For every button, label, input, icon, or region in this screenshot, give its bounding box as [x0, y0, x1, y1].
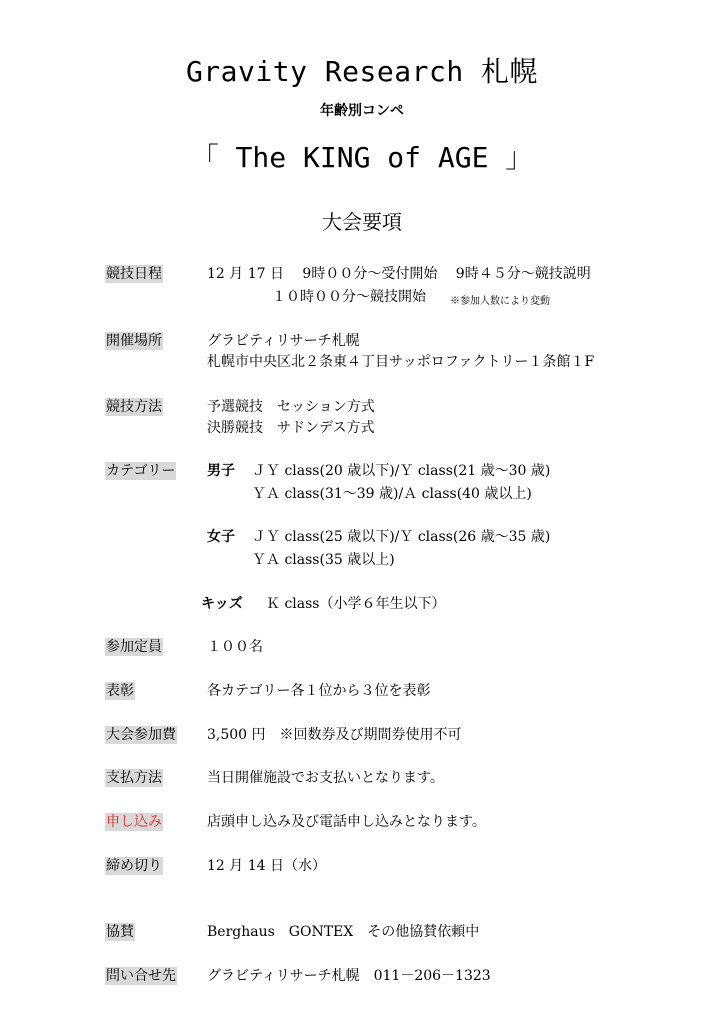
category-kids-line: Ｋ class（小学６年生以下） [266, 596, 446, 612]
category-men-line2: ＹＡ class(31～39 歳)/Ａ class(40 歳以上) [252, 486, 532, 502]
venue-label: 開催場所 [106, 333, 162, 349]
schedule-label: 競技日程 [106, 266, 162, 282]
deadline-value: 12 月 14 日（水） [207, 858, 326, 874]
venue-line1: グラビティリサーチ札幌 [207, 333, 360, 349]
payment-label: 支払方法 [106, 770, 162, 786]
capacity-value: １００名 [207, 639, 263, 655]
fee-label: 大会参加費 [106, 727, 176, 743]
contact-label: 問い合せ先 [106, 968, 176, 984]
category-kids-label: キッズ [201, 596, 243, 612]
subtitle: 年齢別コンペ [320, 103, 404, 119]
org-title: Gravity Research 札幌 [185, 55, 539, 88]
category-label: カテゴリー [106, 463, 176, 479]
method-line2: 決勝競技 サドンデス方式 [207, 420, 375, 436]
capacity-label: 参加定員 [106, 639, 162, 655]
section-heading: 大会要項 [322, 210, 402, 234]
category-women-label: 女子 [207, 529, 235, 545]
sponsor-value: Berghaus GONTEX その他協賛依頼中 [207, 924, 480, 940]
method-line1: 予選競技 セッション方式 [207, 399, 375, 415]
category-men-label: 男子 [207, 463, 235, 479]
awards-label: 表彰 [106, 683, 134, 699]
method-label: 競技方法 [106, 399, 162, 415]
event-title: 「 The KING of AGE 」 [190, 141, 534, 174]
contact-value: グラビティリサーチ札幌 011－206－1323 [207, 968, 491, 984]
category-men-line1: ＪＹ class(20 歳以下)/Ｙ class(21 歳～30 歳) [252, 463, 551, 479]
schedule-line1: 12 月 17 日 9時００分～受付開始 9時４５分～競技説明 [207, 266, 591, 282]
deadline-label: 締め切り [106, 858, 162, 874]
sponsor-label: 協賛 [106, 924, 134, 940]
fee-value: 3,500 円 ※回数券及び期間券使用不可 [207, 727, 462, 743]
schedule-note: ※参加人数により変動 [450, 296, 550, 307]
application-value: 店頭申し込み及び電話申し込みとなります。 [207, 814, 486, 830]
category-women-line1: ＪＹ class(25 歳以下)/Ｙ class(26 歳～35 歳) [252, 529, 551, 545]
schedule-line2: １０時００分～競技開始 [272, 289, 426, 305]
application-label: 申し込み [106, 814, 162, 830]
awards-value: 各カテゴリー各１位から３位を表彰 [207, 683, 431, 699]
venue-line2: 札幌市中央区北２条東４丁目サッポロファクトリー１条館１F [207, 354, 595, 370]
payment-value: 当日開催施設でお支払いとなります。 [207, 770, 444, 786]
category-women-line2: ＹＡ class(35 歳以上) [252, 552, 395, 568]
